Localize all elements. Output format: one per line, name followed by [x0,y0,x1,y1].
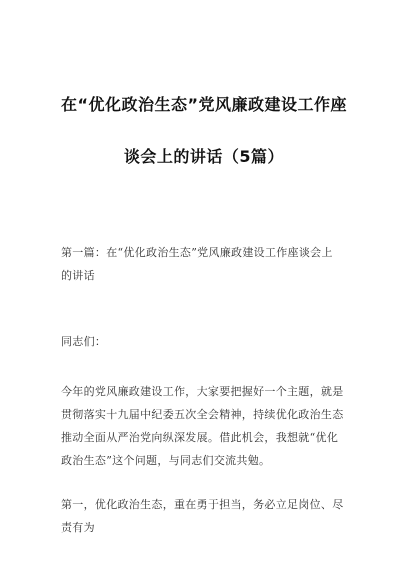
paragraph-1-line-4: 政治生态”这个问题，与同志们交流共勉。 [61,454,271,467]
part-heading-line-2: 的讲话 [61,269,95,282]
greeting: 同志们： [61,335,107,348]
paragraph-2-line-2: 责有为 [61,521,95,534]
paragraph-2-line-1: 第一，优化政治生态，重在勇于担当，务必立足岗位、尽 [61,498,344,511]
paragraph-1-line-1: 今年的党风廉政建设工作，大家要把握好一个主题，就是 [61,385,344,398]
document-title-line-1: 在“优化政治生态”党风廉政建设工作座 [60,95,348,114]
document-title-line-2: 谈会上的讲话（5篇） [123,147,285,166]
part-heading-line-1: 第一篇：在“优化政治生态”党风廉政建设工作座谈会上 [61,246,333,259]
paragraph-1-line-3: 推动全面从严治党向纵深发展。借此机会，我想就“优化 [61,431,339,444]
paragraph-1-line-2: 贯彻落实十九届中纪委五次全会精神，持续优化政治生态 [61,408,344,421]
